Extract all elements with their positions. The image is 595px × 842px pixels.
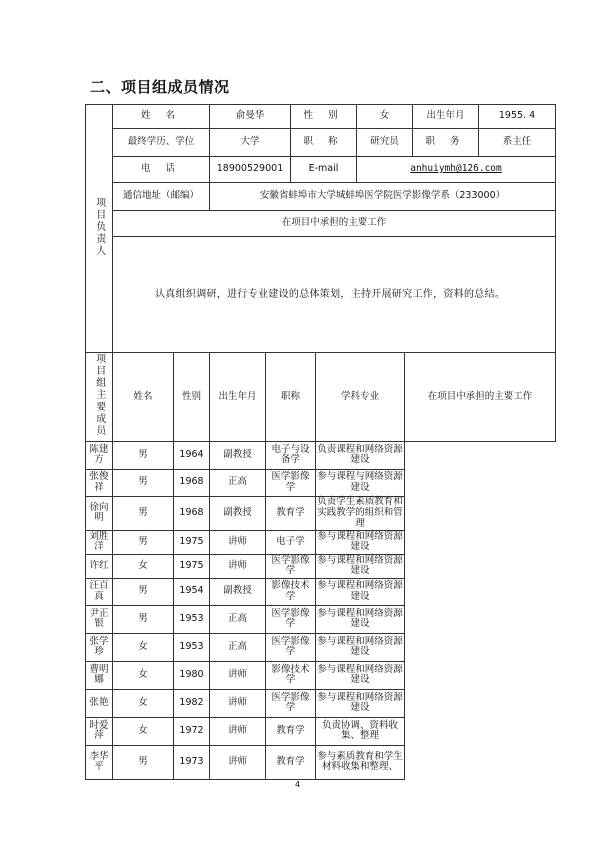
header-gender: 性别 [174,353,210,442]
table-row [86,661,556,689]
members-table [85,352,556,780]
leader-table [85,104,556,353]
member-gender: 女 [113,689,174,717]
member-birth: 1968 [174,496,210,530]
member-duties: 负责学生素质教育和实践教学的组织和管理 [317,496,403,529]
table-row [86,745,556,779]
member-duties: 参与素质教育和学生材料收集和整理、 [316,745,405,779]
member-major: 影像技术学 [266,661,316,689]
member-gender: 女 [113,717,174,745]
member-birth: 1975 [174,530,210,554]
duties-header: 在项目中承担的主要工作 [113,211,556,237]
member-title: 副教授 [210,441,266,469]
leader-address: 安徽省蚌埠市大学城蚌埠医学院医学影像学系（233000） [210,183,556,211]
member-duties: 参与课程与网络资源建设 [316,469,405,496]
header-duties: 在项目中承担的主要工作 [405,353,556,442]
member-title: 讲师 [210,530,266,554]
member-major: 影像技术学 [266,578,316,605]
gender-label: 性 别 [291,105,357,129]
members-header-row [86,353,556,442]
member-name: 时爱萍 [86,717,113,745]
member-gender: 男 [113,745,174,779]
member-major: 医学影像学 [266,633,316,661]
member-title: 讲师 [210,689,266,717]
member-major: 医学影像学 [266,554,316,578]
member-birth: 1968 [174,469,210,496]
member-title: 讲师 [210,661,266,689]
member-name: 陈建方 [86,441,113,469]
member-major: 电子与设备学 [266,441,316,469]
member-name: 汪百真 [86,578,113,605]
leader-side-label: 项目负责人 [86,105,113,353]
member-duties: 负责课程和网络资源建设 [316,441,405,469]
member-major: 医学影像学 [266,689,316,717]
member-gender: 男 [113,530,174,554]
member-name: 徐向明 [86,496,113,530]
leader-education: 大学 [210,129,291,157]
table-row [86,554,556,578]
header-birth: 出生年月 [210,353,266,442]
member-title: 讲师 [210,717,266,745]
member-birth: 1953 [174,633,210,661]
member-name: 尹正银 [86,605,113,633]
member-birth: 1954 [174,578,210,605]
member-birth: 1975 [174,554,210,578]
table-row [86,633,556,661]
leader-email[interactable]: anhuiymh@126.com [410,163,502,175]
member-duties: 负责协调、资料收集、整理 [316,717,405,745]
member-gender: 男 [113,441,174,469]
birth-label: 出生年月 [413,105,479,129]
member-major: 医学影像学 [266,605,316,633]
education-label: 最终学历、学位 [113,129,210,157]
member-duties: 参与课程和网络资源建设 [316,605,405,633]
member-title: 正高 [210,469,266,496]
leader-email-cell [357,157,556,183]
member-duties: 参与课程和网络资源建设 [317,530,403,553]
member-title: 副教授 [210,578,266,605]
member-gender: 男 [113,469,174,496]
table-row [86,578,556,605]
header-title: 职称 [266,353,316,442]
member-title: 副教授 [210,496,266,530]
member-gender: 女 [113,554,174,578]
title-label: 职 称 [291,129,357,157]
member-name: 张学珍 [86,633,113,661]
member-name: 张俊祥 [86,469,113,496]
leader-title: 研究员 [357,129,413,157]
member-gender: 女 [113,633,174,661]
table-row [86,469,556,496]
member-name: 许红 [86,554,113,578]
member-name: 李华平 [86,745,113,779]
page-number: 4 [294,780,301,789]
member-title: 正高 [210,633,266,661]
table-row [86,441,556,469]
member-name: 刘胜洋 [86,530,113,554]
member-major: 教育学 [266,496,316,530]
table-row [86,717,556,745]
position-label: 职 务 [413,129,479,157]
leader-position: 系主任 [479,129,556,157]
table-row [86,605,556,633]
member-gender: 女 [113,661,174,689]
member-birth: 1953 [174,605,210,633]
member-duties: 参与课程和网络资源建设 [316,661,405,689]
header-name: 姓名 [113,353,174,442]
member-major: 电子学 [266,530,316,554]
section-title: 二、项目组成员情况 [90,78,230,96]
table-row [86,496,556,530]
table-row [86,689,556,717]
member-duties: 参与课程和网络资源建设 [317,554,403,577]
members-side-label: 项目组主要成员 [86,353,113,442]
member-birth: 1973 [174,745,210,779]
member-duties: 参与课程和网络资源建设 [316,578,405,605]
table-row [86,530,556,554]
address-label: 通信地址（邮编） [113,183,210,211]
member-birth: 1982 [174,689,210,717]
member-name: 曹明娜 [86,661,113,689]
header-major: 学科专业 [316,353,405,442]
member-major: 教育学 [266,717,316,745]
member-gender: 男 [113,605,174,633]
member-major: 教育学 [266,745,316,779]
leader-phone: 18900529001 [210,157,291,183]
leader-duties: 认真组织调研，进行专业建设的总体策划，主持开展研究工作，资料的总结。 [113,237,556,353]
member-title: 讲师 [210,554,266,578]
leader-birth: 1955. 4 [479,105,556,129]
email-label: E-mail [291,157,357,183]
member-birth: 1972 [174,717,210,745]
member-name: 张艳 [86,689,113,717]
phone-label: 电 话 [113,157,210,183]
member-title: 讲师 [210,745,266,779]
member-gender: 男 [113,578,174,605]
leader-name: 俞曼华 [210,105,291,129]
member-birth: 1964 [174,441,210,469]
name-label: 姓 名 [113,105,210,129]
member-gender: 男 [113,496,174,530]
leader-gender: 女 [357,105,413,129]
member-title: 正高 [210,605,266,633]
member-birth: 1980 [174,661,210,689]
member-duties: 参与课程和网络资源建设 [316,633,405,661]
member-major: 医学影像学 [266,469,316,496]
member-duties: 参与课程和网络资源建设 [316,689,405,717]
